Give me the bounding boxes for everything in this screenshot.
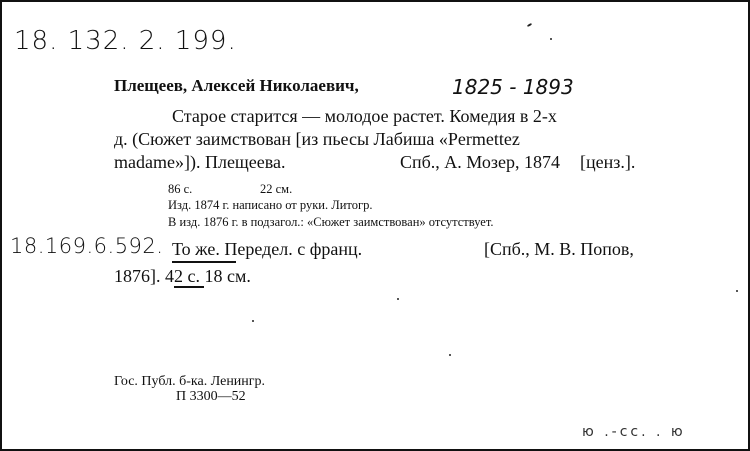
- edition-line-2: 1876]. 42 с. 18 см.: [114, 266, 251, 286]
- title-line-2: д. (Сюжет заимствован [из пьесы Лабиша «Permettez: [114, 129, 520, 149]
- note-1: Изд. 1874 г. написано от руки. Литогр.: [168, 198, 373, 212]
- speck: [449, 354, 451, 356]
- heading-author: Плещеев, Алексей Николаевич,: [114, 76, 359, 95]
- speck: [550, 38, 552, 40]
- underline-mark-2: [174, 286, 204, 288]
- pagination: 86 с.: [168, 182, 193, 196]
- size: 22 см.: [260, 182, 293, 196]
- censor-note: [ценз.].: [580, 152, 636, 172]
- edition-line-1: То же. Передел. с франц.: [172, 239, 363, 259]
- title-line-1: Старое старится — молодое растет. Комедия в 2-х: [172, 106, 557, 126]
- speck: [527, 23, 532, 27]
- speck: [397, 298, 399, 300]
- corner-mark: ю .-сс. . ю: [582, 424, 686, 440]
- call-number-mid: 18.169.6.592.: [10, 234, 164, 258]
- title-line-3: madame»]). Плещеева.: [114, 152, 286, 172]
- underline-mark-1: [172, 261, 236, 263]
- shelf-location: П 3300—52: [176, 389, 246, 404]
- edition-imprint: [Спб., М. В. Попов,: [484, 239, 634, 259]
- call-number-top: 18. 132. 2. 199.: [14, 26, 237, 56]
- note-2: В изд. 1876 г. в подзагол.: «Сюжет заимствован» отсутствует.: [168, 215, 494, 229]
- speck: [252, 320, 254, 322]
- heading-years: 1825 - 1893: [452, 75, 574, 99]
- library-stamp: Гос. Публ. б-ка. Ленингр.: [114, 374, 266, 389]
- imprint: Спб., А. Мозер, 1874: [400, 152, 560, 172]
- speck: [736, 290, 738, 292]
